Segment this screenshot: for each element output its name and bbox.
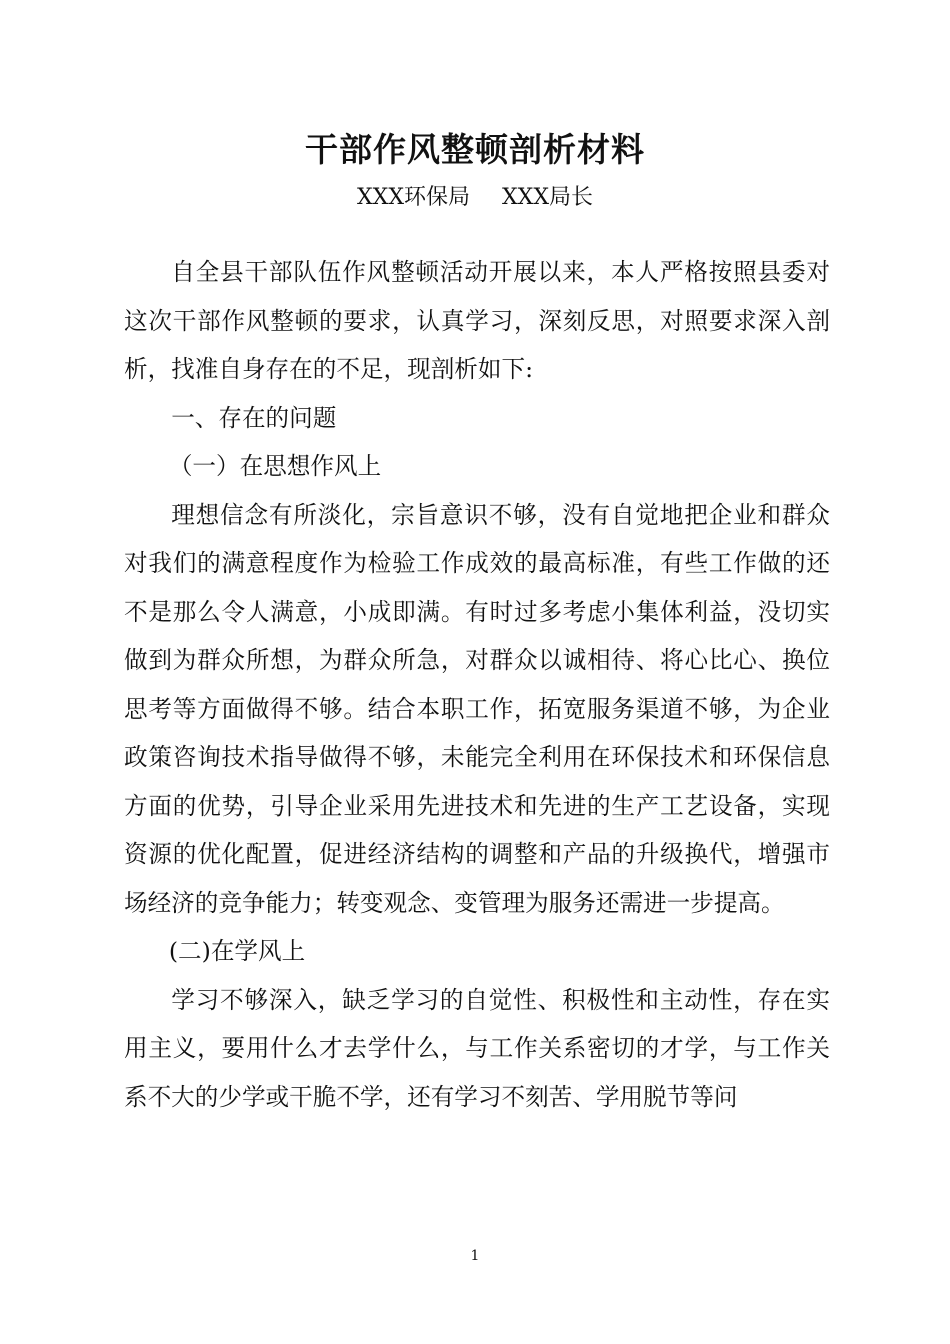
ideology-paragraph: 理想信念有所淡化，宗旨意识不够，没有自觉地把企业和群众对我们的满意程度作为检验工作成效的最高标准，有些工作做的还不是那么令人满意，小成即满。有时过多考虑小集体利益，没切实做到为群众所想，为群众所急，对群众以诚相待、将心比心、换位思考等方面做得不够。结合本职工作，拓宽服务渠道不够，为企业政策咨询技术指导做得不够，未能完全利用在环保技术和环保信息方面的优势，引导企业采用先进技术和先进的生产工艺设备，实现资源的优化配置，促进经济结构的调整和产品的升级换代，增强市场经济的竞争能力；转变观念、变管理为服务还需进一步提高。 (124, 500, 830, 917)
subsection-heading-study: (二)在学风上 (168, 937, 306, 965)
document-title: 干部作风整顿剖析材料 (305, 130, 645, 169)
page-number: 1 (470, 1248, 480, 1264)
section-heading-problems: 一、存在的问题 (171, 403, 337, 432)
document-body (124, 248, 830, 1121)
study-paragraph: 学习不够深入，缺乏学习的自觉性、积极性和主动性，存在实用主义，要用什么才去学什么，与工作关系密切的才学，与工作关系不大的少学或干脆不学，还有学习不刻苦、学用脱节等问 (124, 985, 830, 1111)
subtitle-author: XXX局长 (502, 185, 593, 210)
subsection-heading-ideology: （一）在思想作风上 (168, 452, 382, 480)
document-subtitle (0, 180, 950, 216)
intro-paragraph: 自全县干部队伍作风整顿活动开展以来，本人严格按照县委对这次干部作风整顿的要求，认真学习，深刻反思，对照要求深入剖析，找准自身存在的不足，现剖析如下: (124, 258, 830, 383)
subtitle-organization: XXX环保局 (357, 185, 470, 210)
